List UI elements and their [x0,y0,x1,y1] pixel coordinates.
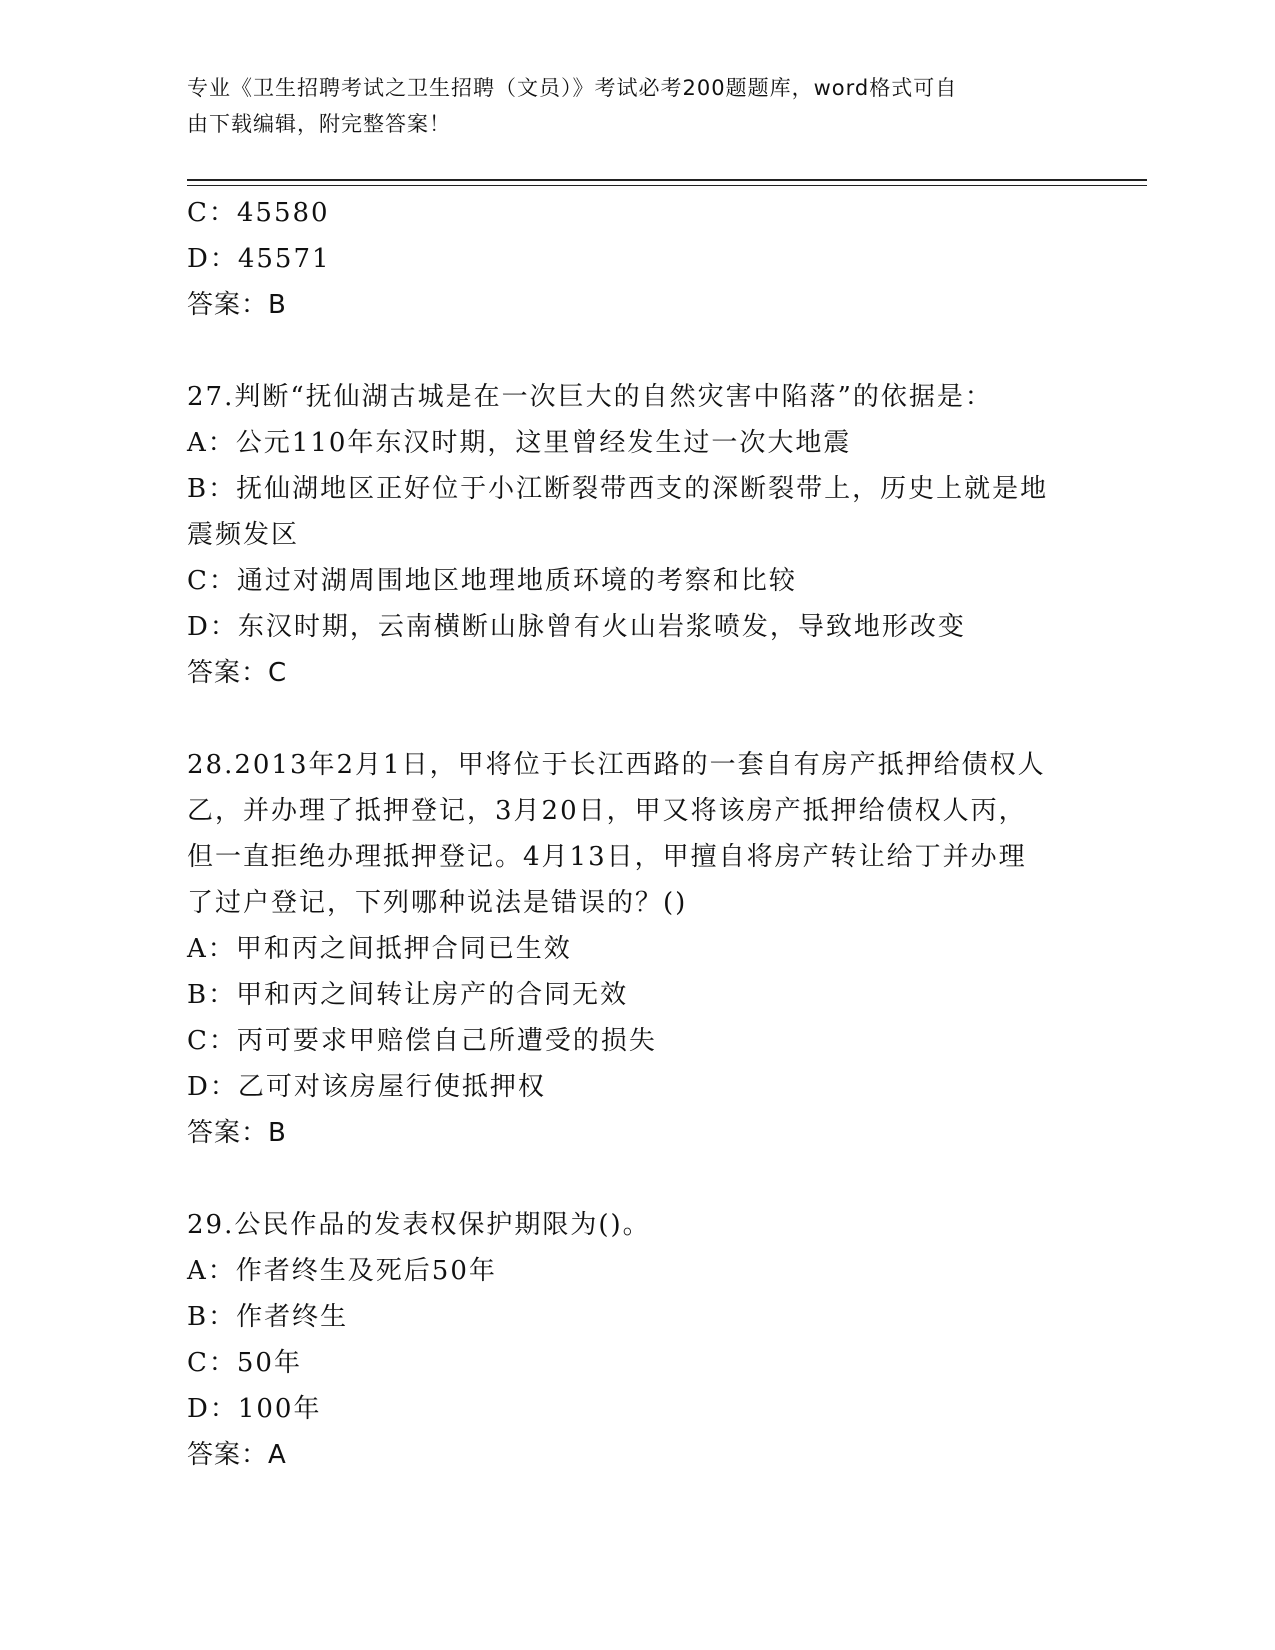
option-b: B：抚仙湖地区正好位于小江断裂带西支的深断裂带上，历史上就是地 [187,474,1049,504]
option-a: A：甲和丙之间抵押合同已生效 [187,934,572,964]
option-c: C：50年 [187,1348,302,1378]
question-stem-line-3: 但一直拒绝办理抵押登记。4月13日，甲擅自将房产转让给丁并办理 [187,842,1027,872]
option-a: A：作者终生及死后50年 [187,1256,497,1286]
spacer [187,1156,1087,1202]
question-stem: 29.公民作品的发表权保护期限为()。 [187,1210,651,1240]
header-line-2: 由下载编辑，附完整答案！ [187,112,451,136]
question-list [187,190,1087,1478]
question-stem-line-4: 了过户登记，下列哪种说法是错误的？() [187,888,688,918]
spacer [187,696,1087,742]
question-29 [187,1202,1087,1478]
question-27 [187,374,1087,696]
header-rule-thick [187,179,1147,181]
option-a: A：公元110年东汉时期，这里曾经发生过一次大地震 [187,428,852,458]
option-d: D：45571 [187,244,331,274]
question-stem: 28.2013年2月1日，甲将位于长江西路的一套自有房产抵押给债权人 [187,750,1046,780]
answer-line: 答案：B [187,290,287,320]
option-c: C：通过对湖周围地区地理地质环境的考察和比较 [187,566,797,596]
option-d: D：东汉时期，云南横断山脉曾有火山岩浆喷发，导致地形改变 [187,612,966,642]
question-28 [187,742,1087,1156]
option-c: C：45580 [187,198,330,228]
option-d: D：100年 [187,1394,322,1424]
document-header [187,70,1067,142]
answer-line: 答案：C [187,658,288,688]
option-b: B：作者终生 [187,1302,349,1332]
header-rule-thin [187,185,1147,186]
answer-line: 答案：B [187,1118,287,1148]
option-c: C：丙可要求甲赔偿自己所遭受的损失 [187,1026,657,1056]
question-stem-line-2: 乙，并办理了抵押登记，3月20日，甲又将该房产抵押给债权人丙， [187,796,1027,826]
header-line-1: 专业《卫生招聘考试之卫生招聘（文员）》考试必考200题题库，word格式可自 [187,76,958,100]
option-b: B：甲和丙之间转让房产的合同无效 [187,980,629,1010]
option-b-continued: 震频发区 [187,520,300,550]
question-stem: 27.判断“抚仙湖古城是在一次巨大的自然灾害中陷落”的依据是： [187,382,993,412]
option-d: D：乙可对该房屋行使抵押权 [187,1072,546,1102]
answer-line: 答案：A [187,1440,287,1470]
spacer [187,328,1087,374]
question-26-tail [187,190,1087,328]
